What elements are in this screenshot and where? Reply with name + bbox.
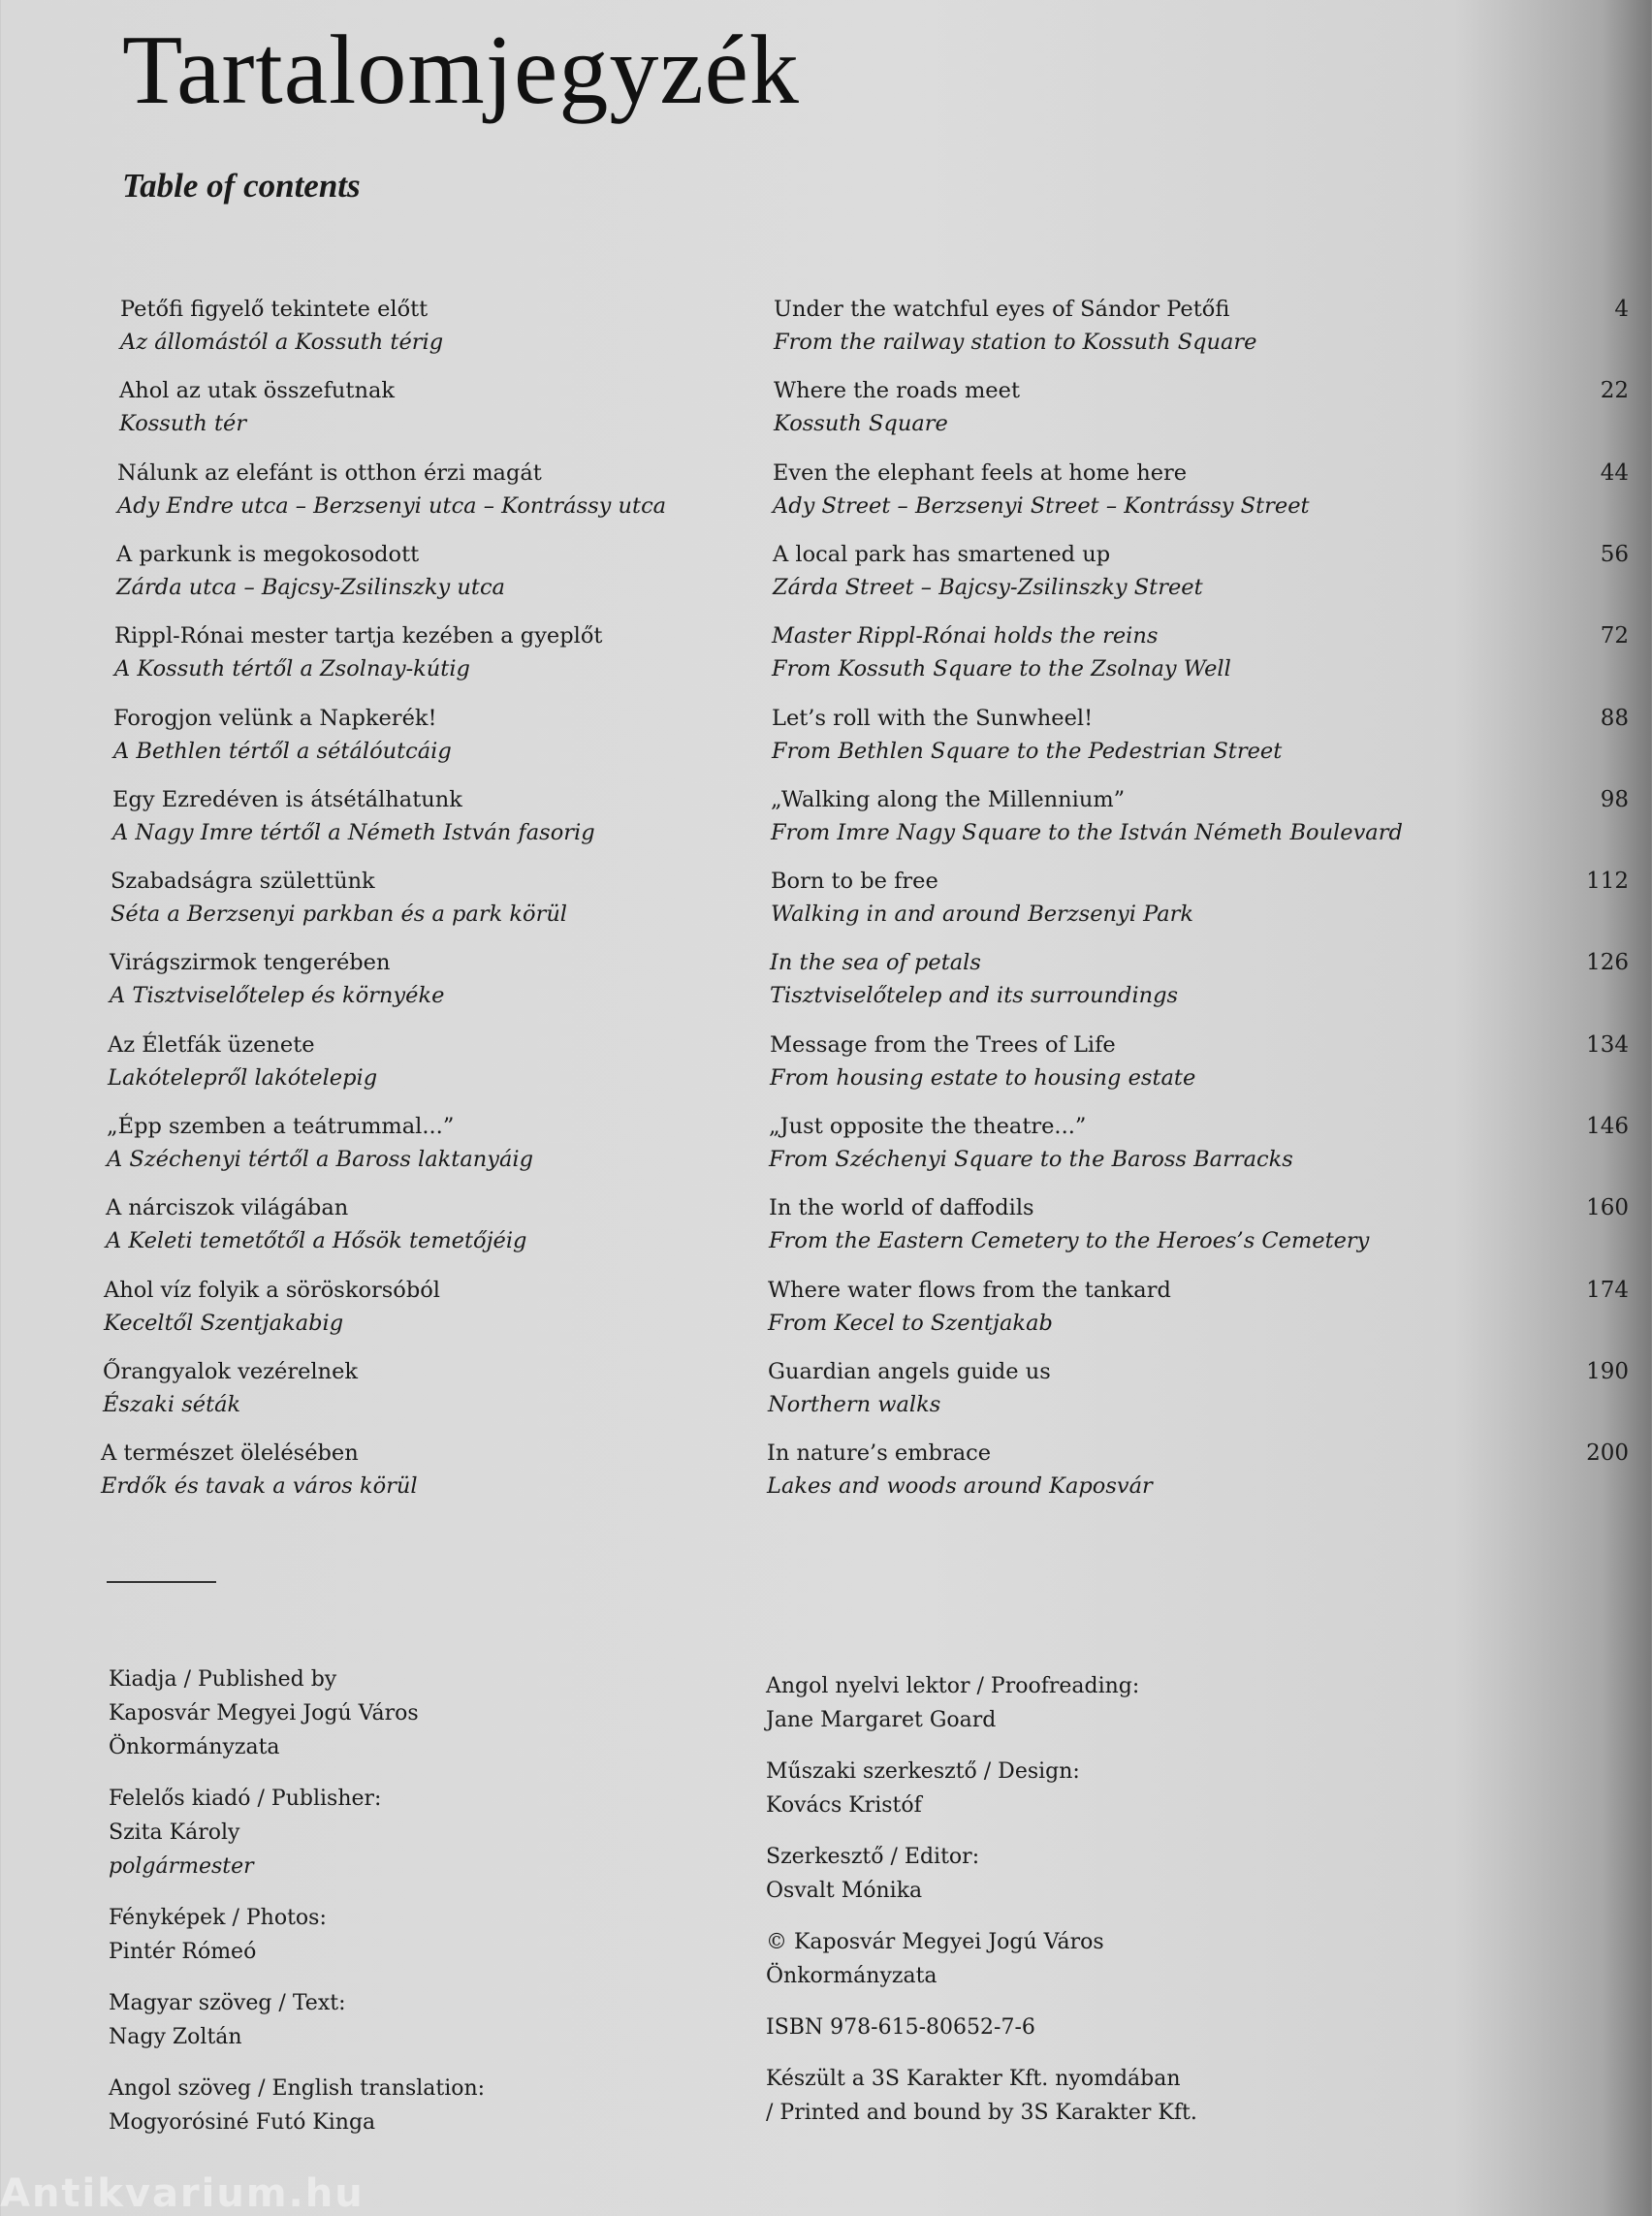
toc-hungarian <box>119 374 740 440</box>
toc-en-subtitle: Tisztviselőtelep and its surroundings <box>770 983 1179 1008</box>
toc-hu-subtitle: A Bethlen tértől a sétálóutcáig <box>113 739 452 764</box>
toc-hu-subtitle: Kossuth tér <box>119 411 247 436</box>
toc-entry <box>0 946 1652 1024</box>
toc-en-title: Master Rippl-Rónai holds the reins <box>772 623 1159 649</box>
credit-value: polgármester <box>109 1854 254 1879</box>
toc-en-title: Let’s roll with the Sunwheel! <box>772 706 1094 731</box>
toc-hu-subtitle: A Nagy Imre tértől a Németh István fasorig <box>112 820 595 845</box>
toc-hu-title: A természet ölelésében <box>101 1440 359 1466</box>
toc-hu-title: Őrangyalok vezérelnek <box>103 1359 359 1384</box>
toc-entry <box>0 1191 1652 1269</box>
toc-entry <box>0 619 1652 697</box>
toc-en-title: Even the elephant feels at home here <box>773 460 1188 486</box>
toc-hu-title: Nálunk az elefánt is otthon érzi magát <box>117 460 542 486</box>
toc-hu-title: Ahol az utak összefutnak <box>119 378 395 403</box>
credit-label: Kiadja / Published by <box>109 1667 337 1692</box>
toc-page-number: 98 <box>1600 787 1629 812</box>
toc-english <box>771 865 1575 931</box>
toc-hu-title: Petőfi figyelő tekintete előtt <box>120 297 429 322</box>
credit-value: Pintér Rómeó <box>109 1940 257 1964</box>
credit-label: Angol nyelvi lektor / Proofreading: <box>766 1674 1140 1698</box>
toc-english <box>774 374 1578 440</box>
credit-value: Osvalt Mónika <box>766 1879 923 1903</box>
credit-block <box>766 2010 1445 2044</box>
toc-hungarian <box>114 619 735 685</box>
toc-entry <box>0 1110 1652 1187</box>
toc-hungarian <box>108 1029 728 1094</box>
toc-entry <box>0 374 1652 452</box>
credit-value: Szita Károly <box>109 1820 240 1845</box>
toc-hu-subtitle: Zárda utca – Bajcsy-Zsilinszky utca <box>116 575 505 600</box>
credit-block <box>109 1901 729 1969</box>
credit-block <box>109 2072 729 2139</box>
toc-entry <box>0 1437 1652 1514</box>
toc-english <box>769 1191 1573 1257</box>
toc-hungarian <box>103 1355 723 1421</box>
toc-en-subtitle: From Széchenyi Square to the Baross Barracks <box>769 1147 1293 1172</box>
toc-en-subtitle: Kossuth Square <box>774 411 948 436</box>
toc-hu-subtitle: A Kossuth tértől a Zsolnay-kútig <box>114 656 470 681</box>
credit-label: Felelős kiadó / Publisher: <box>109 1787 382 1811</box>
toc-page-number: 72 <box>1600 623 1629 649</box>
credit-label: Készült a 3S Karakter Kft. nyomdában <box>766 2067 1181 2091</box>
credit-label: Fényképek / Photos: <box>109 1906 327 1930</box>
toc-en-title: In nature’s embrace <box>767 1440 992 1466</box>
toc-hu-title: A parkunk is megokosodott <box>116 542 420 567</box>
credit-value: Kovács Kristóf <box>766 1793 922 1818</box>
toc-entry <box>0 865 1652 942</box>
toc-hungarian <box>104 1274 724 1340</box>
credit-label: © Kaposvár Megyei Jogú Város <box>766 1930 1104 1954</box>
toc-page-number: 88 <box>1600 706 1629 731</box>
toc-page-number: 126 <box>1586 950 1629 975</box>
credit-value: Kaposvár Megyei Jogú Város <box>109 1701 419 1725</box>
credit-block <box>109 1782 729 1884</box>
credit-value: Önkormányzata <box>766 1964 937 1988</box>
toc-entry <box>0 783 1652 861</box>
toc-hu-subtitle: Ady Endre utca – Berzsenyi utca – Kontrássy utca <box>117 493 667 519</box>
toc-page-number: 160 <box>1586 1195 1629 1220</box>
toc-hungarian <box>111 865 731 931</box>
toc-hu-title: A nárciszok világában <box>106 1195 349 1220</box>
toc-entry <box>0 702 1652 779</box>
toc-hu-subtitle: A Tisztviselőtelep és környéke <box>110 983 445 1008</box>
toc-en-subtitle: Lakes and woods around Kaposvár <box>767 1473 1153 1499</box>
watermark: Antikvarium.hu <box>0 2171 365 2216</box>
credit-label: Szerkesztő / Editor: <box>766 1845 980 1869</box>
toc-entry <box>0 457 1652 534</box>
credit-block <box>766 2062 1445 2130</box>
toc-hu-subtitle: Séta a Berzsenyi parkban és a park körül <box>111 902 568 927</box>
toc-hu-title: Rippl-Rónai mester tartja kezében a gyeplőt <box>114 623 603 649</box>
toc-en-title: Born to be free <box>771 869 938 894</box>
toc-english <box>771 783 1575 849</box>
page-subtitle: Table of contents <box>122 167 361 205</box>
toc-page-number: 112 <box>1586 869 1629 894</box>
credit-label: Műszaki szerkesztő / Design: <box>766 1759 1080 1784</box>
credit-label: ISBN 978-615-80652-7-6 <box>766 2015 1035 2040</box>
toc-en-subtitle: From the railway station to Kossuth Square <box>774 330 1257 355</box>
toc-english <box>770 1029 1574 1094</box>
toc-page-number: 4 <box>1614 297 1629 322</box>
toc-hu-title: Az Életfák üzenete <box>108 1032 315 1058</box>
toc-en-title: A local park has smartened up <box>773 542 1111 567</box>
toc-english <box>772 619 1576 685</box>
toc-english <box>769 1110 1573 1176</box>
toc-en-title: In the world of daffodils <box>769 1195 1034 1220</box>
toc-english <box>774 293 1578 359</box>
toc-hu-title: Ahol víz folyik a söröskorsóból <box>104 1278 440 1303</box>
toc-en-subtitle: From Imre Nagy Square to the István Németh Boulevard <box>771 820 1403 845</box>
toc-hu-subtitle: Keceltől Szentjakabig <box>104 1311 344 1336</box>
credits-right-column <box>766 1669 1445 2147</box>
toc-page-number: 22 <box>1600 378 1629 403</box>
toc-page-number: 146 <box>1586 1114 1629 1139</box>
credit-block <box>766 1755 1445 1822</box>
toc-hu-title: Szabadságra születtünk <box>111 869 375 894</box>
toc-hu-subtitle: A Keleti temetőtől a Hősök temetőjéig <box>106 1228 527 1253</box>
toc-hu-subtitle: Erdők és tavak a város körül <box>101 1473 418 1499</box>
toc-hungarian <box>112 783 733 849</box>
credit-block <box>109 1986 729 2054</box>
toc-page-number: 44 <box>1600 460 1629 486</box>
toc-entry <box>0 1274 1652 1351</box>
toc-english <box>768 1274 1573 1340</box>
credit-block <box>766 1669 1445 1737</box>
toc-english <box>773 538 1577 604</box>
toc-en-title: Where water flows from the tankard <box>768 1278 1171 1303</box>
credit-value: / Printed and bound by 3S Karakter Kft. <box>766 2101 1197 2125</box>
toc-entry <box>0 293 1652 370</box>
toc-hungarian <box>110 946 730 1012</box>
toc-en-title: Under the watchful eyes of Sándor Petőfi <box>774 297 1230 322</box>
credit-value: Jane Margaret Goard <box>766 1708 997 1732</box>
toc-english <box>770 946 1574 1012</box>
toc-en-subtitle: Northern walks <box>768 1392 941 1417</box>
toc-en-subtitle: Ady Street – Berzsenyi Street – Kontrássy Street <box>773 493 1310 519</box>
toc-en-title: In the sea of petals <box>770 950 981 975</box>
toc-hungarian <box>116 538 737 604</box>
toc-hu-title: „Épp szemben a teátrummal...” <box>107 1114 455 1139</box>
credit-block <box>766 1840 1445 1908</box>
toc-hungarian <box>107 1110 727 1176</box>
toc-en-title: Guardian angels guide us <box>768 1359 1051 1384</box>
toc-english <box>773 457 1577 522</box>
toc-en-subtitle: Walking in and around Berzsenyi Park <box>771 902 1194 927</box>
toc-hu-title: Virágszirmok tengerében <box>110 950 391 975</box>
credit-value: Önkormányzata <box>109 1735 280 1759</box>
toc-en-subtitle: From Kossuth Square to the Zsolnay Well <box>772 656 1231 681</box>
toc-entry <box>0 1355 1652 1433</box>
credit-block <box>766 1925 1445 1993</box>
toc-english <box>767 1437 1572 1503</box>
toc-page-number: 200 <box>1586 1440 1629 1466</box>
toc-hungarian <box>106 1191 726 1257</box>
toc-page-number: 134 <box>1586 1032 1629 1058</box>
credit-label: Angol szöveg / English translation: <box>109 2076 486 2101</box>
toc-entry <box>0 1029 1652 1106</box>
toc-en-title: Message from the Trees of Life <box>770 1032 1116 1058</box>
toc-hungarian <box>120 293 741 359</box>
toc-entry <box>0 538 1652 616</box>
toc-hungarian <box>113 702 734 768</box>
toc-hu-subtitle: Északi séták <box>103 1392 241 1417</box>
toc-page-number: 56 <box>1600 542 1629 567</box>
credits-left-column <box>109 1662 729 2157</box>
toc-hu-subtitle: Lakótelepről lakótelepig <box>108 1065 378 1091</box>
toc-page-number: 174 <box>1586 1278 1629 1303</box>
toc-hungarian <box>101 1437 721 1503</box>
credit-value: Nagy Zoltán <box>109 2025 242 2049</box>
toc-en-subtitle: From housing estate to housing estate <box>770 1065 1196 1091</box>
credit-value: Mogyorósiné Futó Kinga <box>109 2110 376 2135</box>
toc-en-subtitle: From the Eastern Cemetery to the Heroes’s Cemetery <box>769 1228 1370 1253</box>
toc-en-title: Where the roads meet <box>774 378 1020 403</box>
toc-en-subtitle: From Kecel to Szentjakab <box>768 1311 1053 1336</box>
toc-hu-title: Forogjon velünk a Napkerék! <box>113 706 437 731</box>
toc-english <box>772 702 1576 768</box>
toc-hungarian <box>117 457 738 522</box>
page-title: Tartalomjegyzék <box>122 16 800 125</box>
section-divider <box>107 1581 216 1583</box>
toc-english <box>768 1355 1573 1421</box>
toc-en-title: „Just opposite the theatre...” <box>769 1114 1087 1139</box>
toc-page-number: 190 <box>1586 1359 1629 1384</box>
credit-label: Magyar szöveg / Text: <box>109 1991 346 2015</box>
toc-en-title: „Walking along the Millennium” <box>771 787 1126 812</box>
toc-hu-subtitle: A Széchenyi tértől a Baross laktanyáig <box>107 1147 533 1172</box>
toc-hu-title: Egy Ezredéven is átsétálhatunk <box>112 787 462 812</box>
toc-hu-subtitle: Az állomástól a Kossuth térig <box>120 330 444 355</box>
toc-en-subtitle: Zárda Street – Bajcsy-Zsilinszky Street <box>773 575 1203 600</box>
credit-block <box>109 1662 729 1764</box>
toc-en-subtitle: From Bethlen Square to the Pedestrian Street <box>772 739 1283 764</box>
